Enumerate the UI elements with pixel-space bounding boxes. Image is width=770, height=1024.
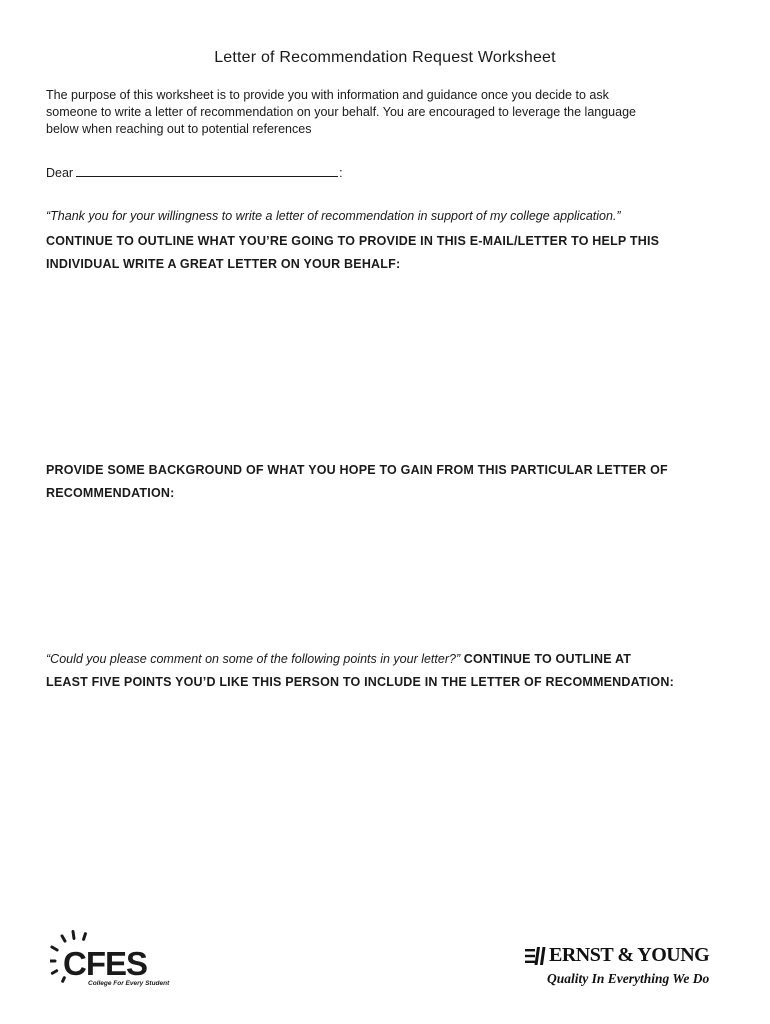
dear-label: Dear: [46, 166, 74, 180]
cfes-logo: [50, 928, 180, 990]
outline-line: CONTINUE TO OUTLINE WHAT YOU’RE GOING TO PROVIDE IN THIS E-MAIL/LETTER TO HELP THIS: [46, 234, 660, 248]
points-line-2: LEAST FIVE POINTS YOU’D LIKE THIS PERSON TO INCLUDE IN THE LETTER OF RECOMMENDATION:: [46, 675, 674, 689]
sun-rays-icon: [50, 928, 180, 990]
thank-you-quote: “Thank you for your willingness to write a letter of recommendation in support of my college application.”: [46, 209, 621, 223]
page-title: Letter of Recommendation Request Worksheet: [214, 49, 556, 66]
recipient-name-blank[interactable]: [76, 163, 338, 177]
intro-line: someone to write a letter of recommendation on your behalf. You are encouraged to leverage the language: [46, 105, 636, 119]
background-line: RECOMMENDATION:: [46, 486, 175, 500]
cfes-wordmark: CFES: [63, 945, 148, 982]
ernst-young-logo: [525, 944, 725, 992]
intro-line: below when reaching out to potential references: [46, 122, 312, 136]
outline-line: INDIVIDUAL WRITE A GREAT LETTER ON YOUR BEHALF:: [46, 257, 401, 271]
ey-tagline: Quality In Everything We Do: [547, 971, 710, 986]
background-line: PROVIDE SOME BACKGROUND OF WHAT YOU HOPE TO GAIN FROM THIS PARTICULAR LETTER OF: [46, 463, 668, 477]
points-line-1-rest: CONTINUE TO OUTLINE AT: [460, 652, 632, 666]
intro-paragraph: [46, 87, 736, 138]
dear-colon: :: [339, 166, 343, 180]
background-instructions: [46, 459, 668, 505]
ey-top-row: [525, 944, 725, 968]
points-line-1: [46, 648, 674, 671]
points-quote: “Could you please comment on some of the following points in your letter?”: [46, 652, 461, 666]
salutation-line: [46, 163, 343, 182]
points-instructions: [46, 648, 674, 694]
cfes-tagline: College For Every Student: [88, 980, 170, 987]
outline-instructions: [46, 230, 659, 276]
intro-line: The purpose of this worksheet is to provide you with information and guidance once you decide to ask: [46, 88, 609, 102]
ey-wordmark: ERNST & YOUNG: [549, 944, 710, 966]
ey-bars-icon: [525, 947, 547, 965]
